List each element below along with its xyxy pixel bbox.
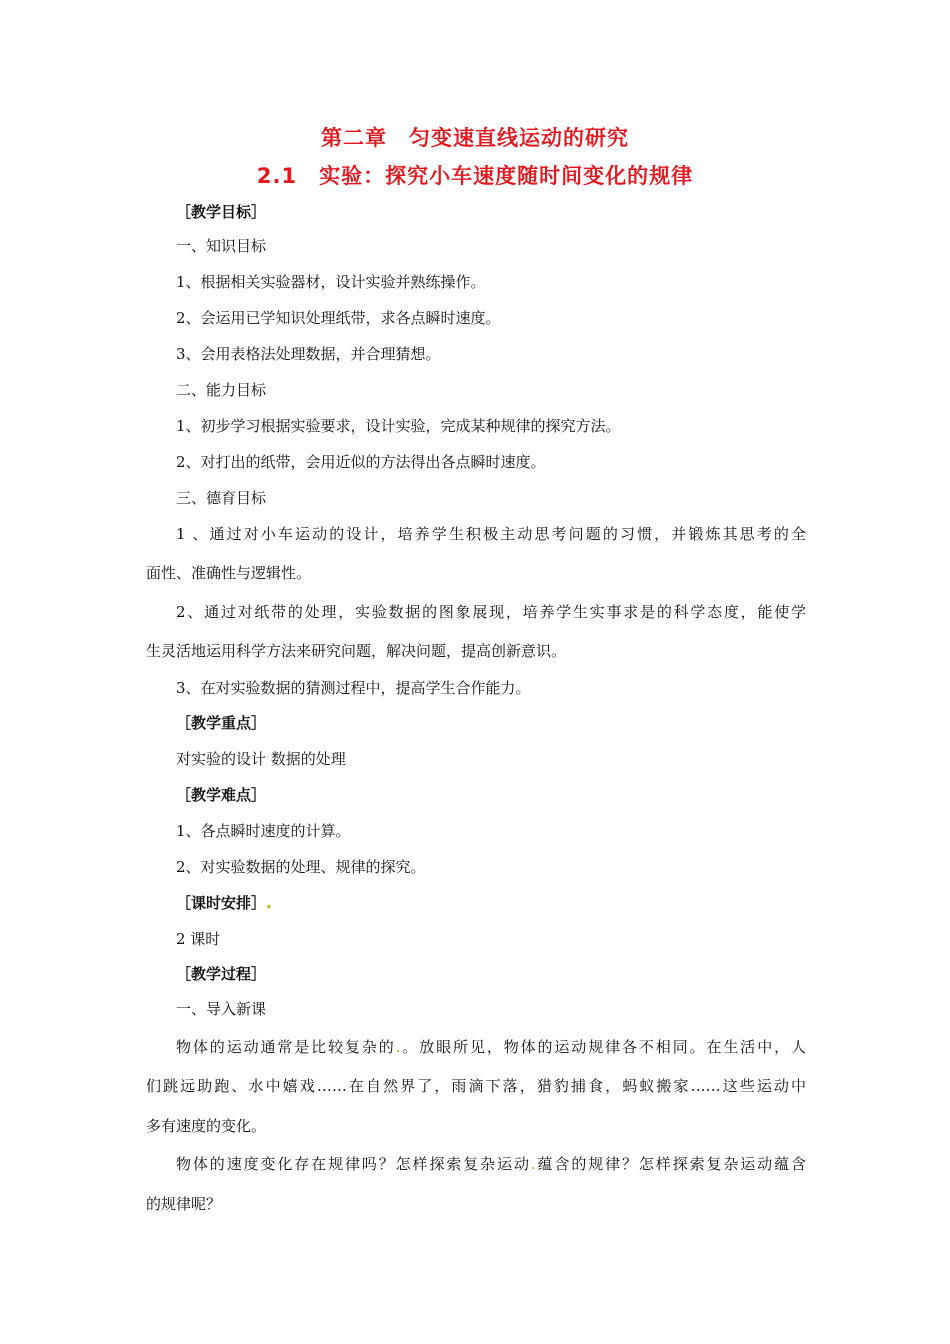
knowledge-item-2: 2、会运用已学知识处理纸带，求各点瞬时速度。 (176, 309, 501, 327)
schedule-mark: . (266, 894, 272, 912)
para-1-mark: . (395, 1038, 401, 1056)
moral-item-2-line-1: 2、通过对纸带的处理，实验数据的图象展现，培养学生实事求是的科学态度，能使学 (176, 603, 806, 621)
para-1-text-a: 物体的运动通常是比较复杂的 (176, 1038, 396, 1056)
ability-item-1: 1、初步学习根据实验要求，设计实验，完成某种规律的探究方法。 (176, 417, 621, 435)
key-heading: ［教学重点］ (176, 714, 267, 732)
process-heading: ［教学过程］ (176, 965, 267, 983)
moral-item-1-line-1: 1 、通过对小车运动的设计，培养学生积极主动思考问题的习惯，并锻炼其思考的全 (176, 525, 806, 543)
schedule-text: 2 课时 (176, 930, 221, 948)
para-1-text-b: 。放眼所见，物体的运动规律各不相同。在生活中，人 (400, 1038, 806, 1056)
para-2-text-a: 物体的速度变化存在规律吗？怎样探索复杂运动 (176, 1155, 531, 1173)
knowledge-item-3: 3、会用表格法处理数据，并合理猜想。 (176, 345, 441, 363)
intro-heading: 一、导入新课 (176, 1000, 267, 1018)
para-2-mark: . (530, 1155, 536, 1173)
schedule-heading-row (176, 893, 272, 913)
difficulty-heading: ［教学难点］ (176, 786, 267, 804)
chapter-title: 第二章 匀变速直线运动的研究 (321, 126, 629, 150)
difficulty-item-2: 2、对实验数据的处理、规律的探究。 (176, 858, 426, 876)
para-1-line-2: 们跳远助跑、水中嬉戏……在自然界了，雨滴下落，猎豹捕食，蚂蚁搬家……这些运动中 (146, 1077, 806, 1095)
moral-heading: 三、德育目标 (176, 489, 267, 507)
knowledge-item-1: 1、根据相关实验器材，设计实验并熟练操作。 (176, 273, 486, 291)
para-2-text-b: 蕴含的规律？怎样探索复杂运动蕴含 (535, 1155, 806, 1173)
schedule-heading: ［课时安排］ (176, 894, 267, 912)
para-1-line-3: 多有速度的变化。 (146, 1117, 267, 1135)
moral-item-1-line-2: 面性、准确性与逻辑性。 (146, 564, 312, 582)
key-text: 对实验的设计 数据的处理 (176, 750, 346, 768)
difficulty-item-1: 1、各点瞬时速度的计算。 (176, 822, 351, 840)
para-2-line-2: 的规律呢？ (146, 1195, 222, 1213)
section-title: 2.1 实验：探究小车速度随时间变化的规律 (256, 164, 694, 188)
objectives-heading: ［教学目标］ (176, 203, 267, 221)
para-2-line-1 (176, 1154, 806, 1174)
para-1-line-1 (176, 1037, 806, 1057)
moral-item-3: 3、在对实验数据的猜测过程中，提高学生合作能力。 (176, 679, 531, 697)
knowledge-heading: 一、知识目标 (176, 237, 267, 255)
ability-heading: 二、能力目标 (176, 381, 267, 399)
moral-item-2-line-2: 生灵活地运用科学方法来研究问题，解决问题，提高创新意识。 (146, 642, 567, 660)
ability-item-2: 2、对打出的纸带，会用近似的方法得出各点瞬时速度。 (176, 453, 546, 471)
